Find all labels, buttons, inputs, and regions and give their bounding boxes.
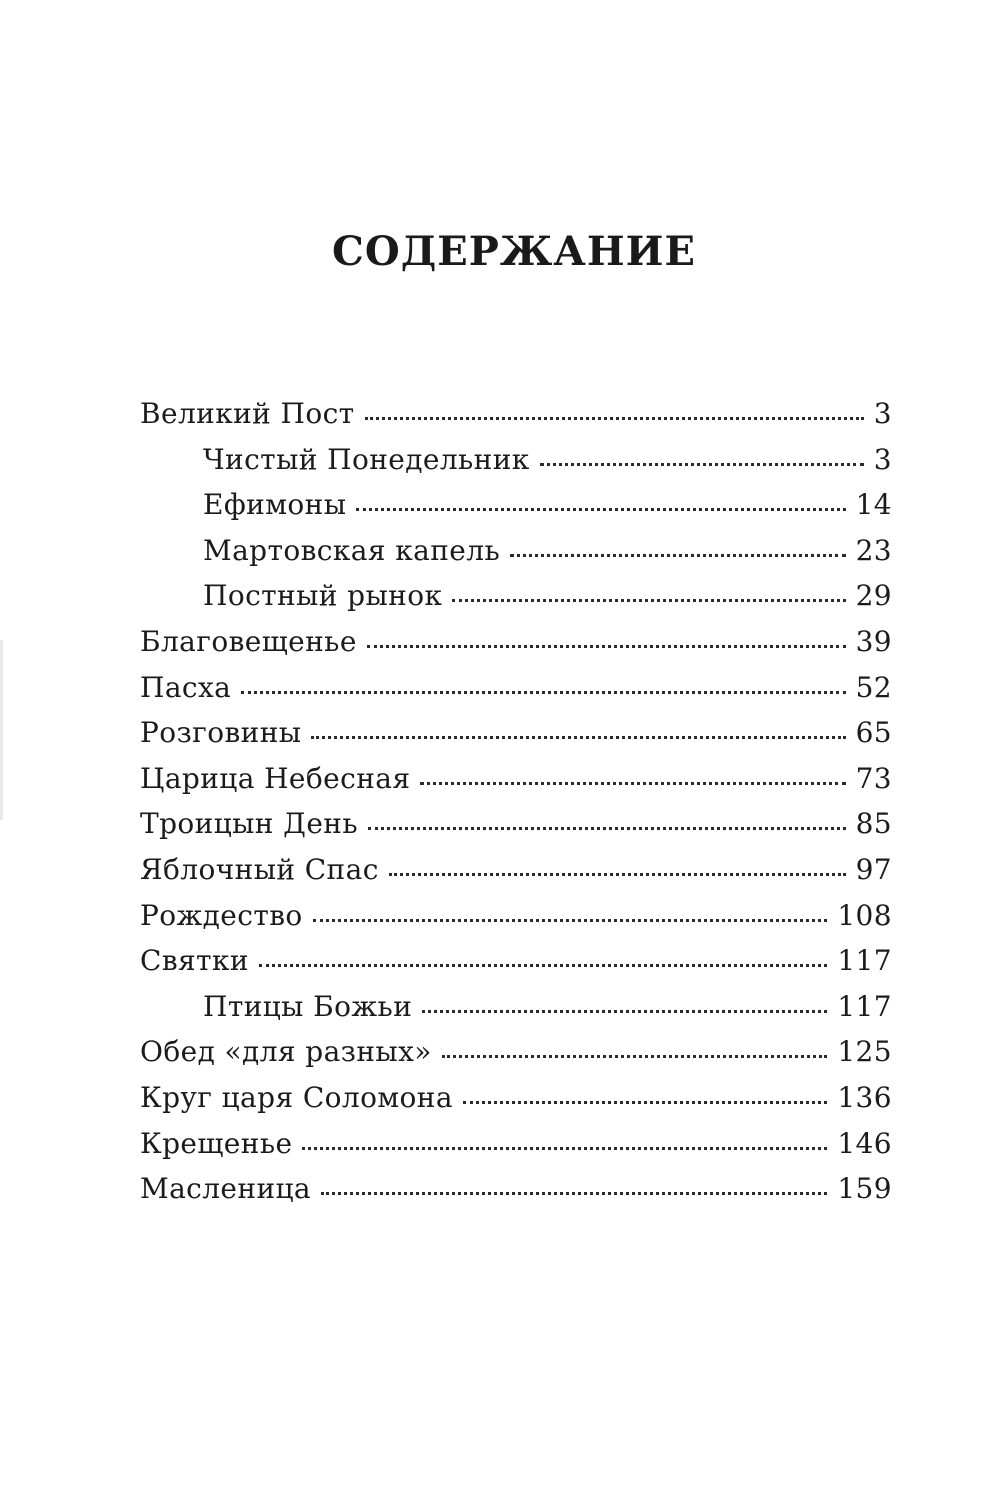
page-edge-shadow bbox=[0, 640, 3, 820]
dot-leader bbox=[302, 1147, 827, 1150]
dot-leader bbox=[368, 827, 846, 830]
toc-entry-title: Крещенье bbox=[140, 1126, 293, 1160]
toc-entry[interactable] bbox=[140, 899, 892, 945]
toc-entry-page: 52 bbox=[855, 670, 892, 704]
toc-entry-title: Троицын День bbox=[140, 807, 359, 841]
dot-leader bbox=[422, 1010, 827, 1013]
dot-leader bbox=[259, 964, 827, 967]
toc-entry-page: 159 bbox=[837, 1172, 892, 1206]
toc-entry-title: Рождество bbox=[140, 898, 303, 932]
toc-entry-page: 117 bbox=[837, 944, 892, 978]
dot-leader bbox=[311, 736, 845, 739]
toc-entry-title: Чистый Понедельник bbox=[203, 442, 530, 476]
toc-entry-title: Яблочный Спас bbox=[140, 852, 379, 886]
toc-entry-title: Круг царя Соломона bbox=[140, 1080, 453, 1114]
toc-entry-page: 39 bbox=[855, 624, 892, 658]
toc-entry[interactable] bbox=[140, 807, 892, 853]
contents-heading: СОДЕРЖАНИЕ bbox=[332, 228, 696, 275]
dot-leader bbox=[540, 463, 864, 466]
toc-entry[interactable] bbox=[140, 716, 892, 762]
toc-entry-page: 108 bbox=[837, 898, 892, 932]
table-of-contents bbox=[140, 397, 892, 1218]
toc-entry[interactable] bbox=[140, 1127, 892, 1173]
toc-entry-page: 73 bbox=[855, 761, 892, 795]
toc-entry-page: 85 bbox=[855, 807, 892, 841]
toc-entry-title: Масленица bbox=[140, 1172, 312, 1206]
toc-entry[interactable] bbox=[140, 488, 892, 534]
toc-entry[interactable] bbox=[140, 853, 892, 899]
toc-entry[interactable] bbox=[140, 944, 892, 990]
toc-entry-title: Мартовская капель bbox=[203, 533, 501, 567]
dot-leader bbox=[321, 1192, 827, 1195]
dot-leader bbox=[463, 1101, 827, 1104]
toc-entry-page: 3 bbox=[873, 397, 892, 430]
toc-entry-page: 23 bbox=[855, 533, 892, 567]
dot-leader bbox=[442, 1055, 828, 1058]
toc-entry-page: 97 bbox=[855, 852, 892, 886]
dot-leader bbox=[420, 782, 845, 785]
toc-entry-title: Царица Небесная bbox=[140, 761, 411, 795]
dot-leader bbox=[452, 599, 845, 602]
dot-leader bbox=[241, 691, 845, 694]
toc-entry-page: 146 bbox=[837, 1126, 892, 1160]
toc-entry[interactable] bbox=[140, 625, 892, 671]
toc-entry[interactable] bbox=[140, 1172, 892, 1218]
toc-entry-title: Птицы Божьи bbox=[203, 989, 413, 1023]
dot-leader bbox=[367, 645, 846, 648]
toc-entry-title: Великий Пост bbox=[140, 397, 355, 430]
dot-leader bbox=[389, 873, 846, 876]
toc-entry[interactable] bbox=[140, 443, 892, 489]
toc-entry-title: Святки bbox=[140, 944, 249, 978]
toc-entry-page: 125 bbox=[837, 1035, 892, 1069]
toc-entry[interactable] bbox=[140, 762, 892, 808]
toc-entry-title: Пасха bbox=[140, 670, 232, 704]
toc-entry[interactable] bbox=[140, 990, 892, 1036]
toc-entry-page: 14 bbox=[855, 488, 892, 522]
toc-entry[interactable] bbox=[140, 671, 892, 717]
dot-leader bbox=[365, 417, 864, 420]
toc-entry-title: Розговины bbox=[140, 716, 302, 750]
toc-entry-page: 136 bbox=[837, 1080, 892, 1114]
toc-entry[interactable] bbox=[140, 579, 892, 625]
toc-entry-page: 3 bbox=[873, 442, 892, 476]
dot-leader bbox=[313, 919, 828, 922]
toc-entry[interactable] bbox=[140, 1081, 892, 1127]
toc-entry-title: Обед «для разных» bbox=[140, 1035, 432, 1069]
toc-entry[interactable] bbox=[140, 1035, 892, 1081]
dot-leader bbox=[510, 554, 845, 557]
toc-entry-page: 29 bbox=[855, 579, 892, 613]
toc-entry-page: 117 bbox=[837, 989, 892, 1023]
toc-entry-page: 65 bbox=[855, 716, 892, 750]
toc-entry-title: Ефимоны bbox=[203, 488, 347, 522]
toc-entry-title: Благовещенье bbox=[140, 624, 357, 658]
toc-entry-title: Постный рынок bbox=[203, 579, 443, 613]
toc-entry[interactable] bbox=[140, 534, 892, 580]
toc-entry[interactable] bbox=[140, 397, 892, 443]
dot-leader bbox=[356, 508, 845, 511]
